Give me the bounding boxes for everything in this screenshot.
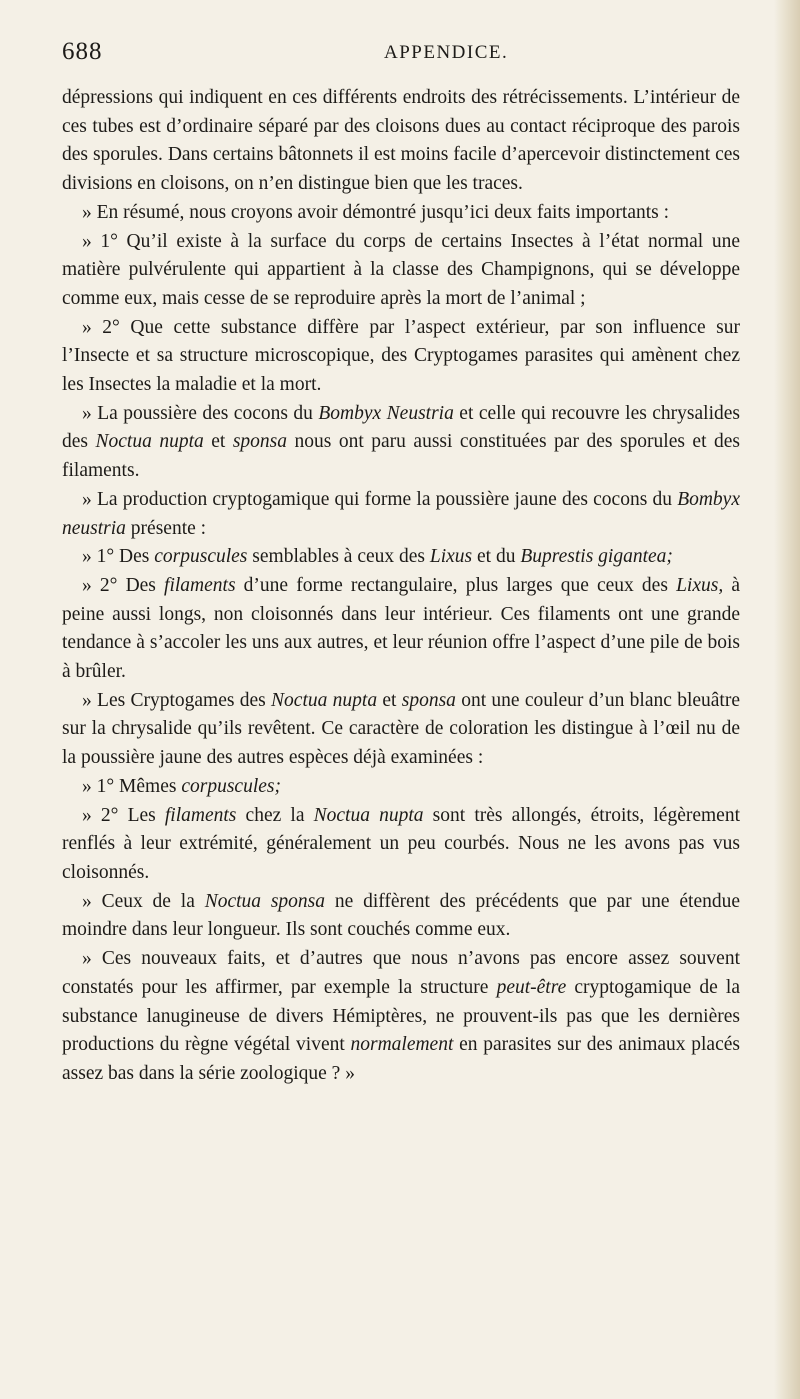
paragraph: » En résumé, nous croyons avoir démontré jusqu’ici deux faits importants : [82, 201, 670, 223]
paragraph: » 1° Mêmes corpuscules; [82, 775, 281, 797]
body-text [62, 84, 740, 1089]
page-header [62, 38, 742, 72]
paragraph: » 2° Les filaments chez la Noctua nupta sont très allongés, étroits, légèrement renflés à leur extrémité, généralement un peu courbés. Nous ne les avons pas vus cloisonnés. [62, 804, 741, 883]
running-head: APPENDICE. [384, 42, 509, 63]
paragraph: » 1° Des corpuscules semblables à ceux des Lixus et du Buprestis gigantea; [82, 546, 673, 568]
page-edge [774, 0, 800, 1399]
paragraph: » 1° Qu’il existe à la surface du corps de certains Insectes à l’état normal une matière pulvérulente qui appartient à la classe des Champignons, qui se développe comme eux, mais cesse de se reproduire après la mort de l’animal ; [62, 230, 740, 309]
page-number: 688 [62, 38, 103, 65]
paragraph: » 2° Que cette substance diffère par l’aspect extérieur, par son influence sur l’Insecte et sa structure microscopique, des Cryptogames parasites qui amènent chez les Insectes la maladie et la mort. [62, 316, 740, 396]
paragraph: » Ces nouveaux faits, et d’autres que nous n’avons pas encore assez souvent constatés pour les affirmer, par exemple la structure peut-être cryptogamique de la substance lanugineuse de divers Hémiptères, ne prouvent-ils pas que les dernières productions du règne végétal vivent normalement en parasites sur des animaux placés assez bas dans la série zoologique ? » [62, 948, 740, 1084]
paragraph: » Ceux de la Noctua sponsa ne diffèrent des précédents que par une étendue moindre dans leur longueur. Ils sont couchés comme eux. [62, 890, 741, 941]
paragraph: dépressions qui indiquent en ces différents endroits des rétrécissements. L’intérieur de ces tubes est d’ordinaire séparé par des cloisons dues au contact réciproque des parois des sporules. Dans certains bâtonnets il est moins facile d’apercevoir distinctement ces divisions en cloisons, on n’en distingue bien que les traces. [62, 87, 740, 195]
paragraph: » La poussière des cocons du Bombyx Neustria et celle qui recouvre les chrysalides des Noctua nupta et sponsa nous ont paru aussi constituées par des sporules et des filaments. [62, 402, 740, 482]
paragraph: » La production cryptogamique qui forme la poussière jaune des cocons du Bombyx neustria présente : [62, 488, 740, 539]
paragraph: » Les Cryptogames des Noctua nupta et sponsa ont une couleur d’un blanc bleuâtre sur la chrysalide qu’ils revêtent. Ce caractère de coloration les distingue à l’œil nu de la poussière jaune des autres espèces déjà examinées : [62, 689, 740, 769]
paragraph: » 2° Des filaments d’une forme rectangulaire, plus larges que ceux des Lixus, à peine aussi longs, non cloisonnés dans leur intérieur. Ces filaments ont une grande tendance à s’accoler les uns aux autres, et leur réunion offre l’aspect d’une pile de bois à brûler. [62, 574, 741, 683]
